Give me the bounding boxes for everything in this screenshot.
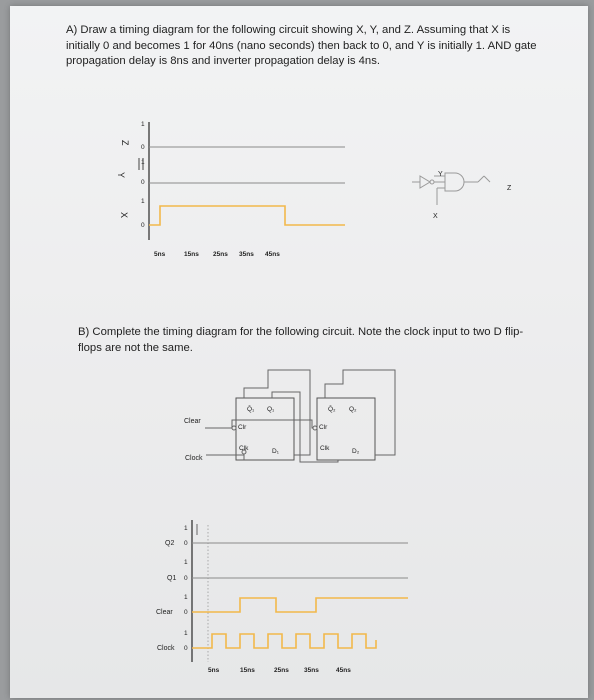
- question-a-text: A) Draw a timing diagram for the following circuit showing X, Y, and Z. Assuming that X is initially 0 and becomes 1 for 40ns (nano seconds) then back to 0, and Y is initially 1. AND gate propagation delay is 8ns and inverter propagation delay is 4ns.: [66, 24, 537, 67]
- and-gate-icon: [445, 173, 464, 191]
- clear-input-label: Clear: [184, 418, 201, 425]
- signal-clock-label: Clock: [157, 645, 175, 652]
- signal-x-label: X: [119, 212, 129, 219]
- signal-q2-low: 0: [184, 540, 188, 547]
- timing-diagram-b: [156, 520, 408, 674]
- a-tick-3: 35ns: [239, 251, 254, 258]
- b-tick-3: 35ns: [304, 667, 319, 674]
- clear-waveform: [192, 598, 408, 612]
- signal-y-high: 1: [141, 159, 145, 166]
- ff1-clr-label: Clr: [238, 424, 247, 431]
- signal-q1-label: Q1: [167, 575, 177, 582]
- circuit-y-label: Y: [438, 171, 443, 178]
- ff2-clr-label: Clr: [319, 424, 328, 431]
- ff2-qbar-label: Q̄₂: [328, 406, 336, 413]
- clock-waveform: [192, 634, 376, 648]
- ff1-d-label: D₁: [272, 448, 279, 455]
- a-tick-0: 5ns: [154, 251, 166, 258]
- b-tick-0: 5ns: [208, 667, 220, 674]
- signal-z-low: 0: [141, 144, 145, 151]
- signal-clock-high: 1: [184, 630, 188, 637]
- signal-y-low: 0: [141, 179, 145, 186]
- signal-clock-low: 0: [184, 645, 188, 652]
- signal-clear-label: Clear: [156, 609, 173, 616]
- signal-q1-low: 0: [184, 575, 188, 582]
- signal-q2-label: Q2: [165, 540, 175, 547]
- ff2-q-label: Q₂: [349, 406, 357, 413]
- signal-clear-low: 0: [184, 609, 188, 616]
- ff1-qbar-label: Q̄₁: [247, 406, 255, 413]
- inverter-icon: [420, 176, 430, 188]
- signal-z-high: 1: [141, 121, 145, 128]
- a-tick-2: 25ns: [213, 251, 228, 258]
- question-b-text: B) Complete the timing diagram for the following circuit. Note the clock input to two D flip-flops are not the same.: [78, 326, 524, 354]
- ff2-clk-label: Clk: [320, 445, 330, 452]
- signal-q1-high: 1: [184, 559, 188, 566]
- signal-x-low: 0: [141, 222, 145, 229]
- signal-y-label: Y: [116, 172, 126, 179]
- a-tick-4: 45ns: [265, 251, 280, 258]
- a-tick-1: 15ns: [184, 251, 199, 258]
- circuit-z-label: Z: [507, 185, 512, 192]
- signal-x-high: 1: [141, 198, 145, 205]
- signal-clear-high: 1: [184, 594, 188, 601]
- clock-input-label: Clock: [185, 455, 203, 462]
- circuit-x-label: X: [433, 213, 438, 220]
- timing-diagram-a: [116, 121, 345, 258]
- x-waveform: [149, 206, 345, 225]
- ff1-clk-label: Clk: [239, 445, 249, 452]
- signal-z-label: Z: [120, 140, 130, 146]
- and-inverter-circuit: [412, 173, 490, 205]
- signal-q2-high: 1: [184, 525, 188, 532]
- b-tick-1: 15ns: [240, 667, 255, 674]
- ff1-q-label: Q₁: [267, 406, 275, 413]
- flip-flop-circuit: [205, 370, 395, 462]
- ff2-d-label: D₂: [352, 448, 360, 455]
- b-tick-2: 25ns: [274, 667, 289, 674]
- b-tick-4: 45ns: [336, 667, 351, 674]
